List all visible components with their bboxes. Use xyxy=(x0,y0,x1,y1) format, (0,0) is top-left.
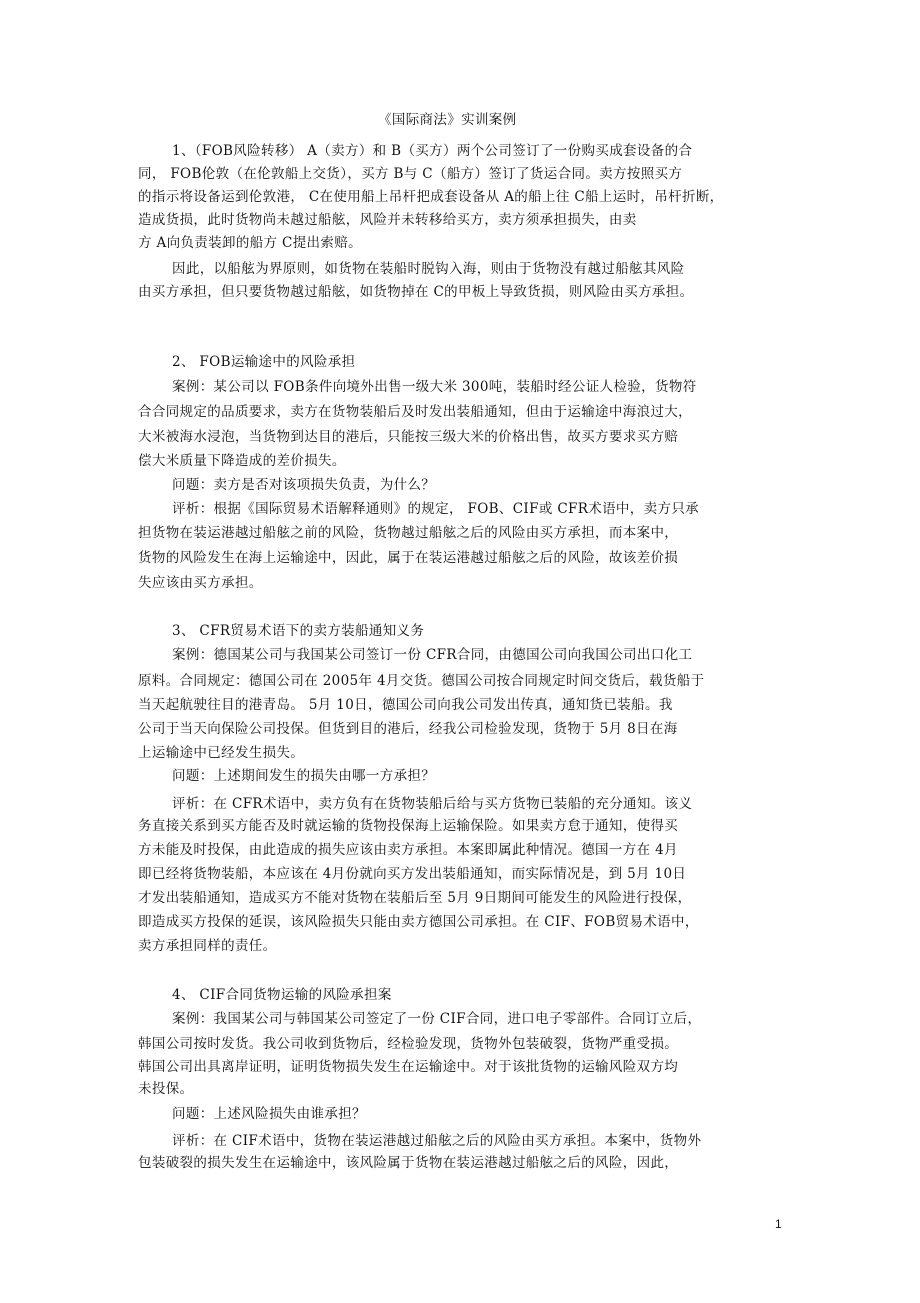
paragraph-line: 务直接关系到买方能否及时就运输的货物投保海上运输保险。如果卖方怠于通知，使得买 xyxy=(138,818,679,834)
paragraph-line: 韩国公司出具离岸证明，证明货物损失发生在运输途中。对于该批货物的运输风险双方均 xyxy=(138,1059,679,1075)
section-1-heading: 1、（FOB风险转移） A（卖方）和 B（买方）两个公司签订了一份购买成套设备的合 xyxy=(172,143,693,159)
paragraph-line: 才发出装船通知，造成买方不能对货物在装船后至 5月 9日期间可能发生的风险进行投保， xyxy=(138,890,692,906)
paragraph-line: 当天起航驶往目的港青岛。 5月 10日，德国公司向我公司发出传真，通知货已装船。我 xyxy=(138,697,673,713)
section-3-heading: 3、 CFR贸易术语下的卖方装船通知义务 xyxy=(172,623,425,639)
paragraph-line: 卖方承担同样的责任。 xyxy=(138,938,277,954)
paragraph-line: 即已经将货物装船，本应该在 4月份就向买方发出装船通知，而实际情况是，到 5月 10日 xyxy=(138,866,687,882)
paragraph-line: 包装破裂的损失发生在运输途中，该风险属于货物在装运港越过船舷之后的风险，因此， xyxy=(138,1155,679,1171)
paragraph-line: 因此，以船舷为界原则，如货物在装船时脱钩入海，则由于货物没有越过船舷其风险 xyxy=(172,261,685,277)
paragraph-line: 同， FOB伦敦（在伦敦船上交货），买方 B与 C（船方）签订了货运合同。卖方按照买方 xyxy=(138,166,683,182)
paragraph-line: 偿大米质量下降造成的差价损失。 xyxy=(138,453,346,469)
section-4-heading: 4、 CIF合同货物运输的风险承担案 xyxy=(172,987,392,1003)
paragraph-line: 案例：某公司以 FOB条件向境外出售一级大米 300吨，装船时经公证人检验，货物符 xyxy=(172,379,697,395)
document-title: 《国际商法》实训案例 xyxy=(378,112,517,128)
paragraph-line: 案例：我国某公司与韩国某公司签定了一份 CIF合同，进口电子零部件。合同订立后， xyxy=(172,1011,702,1027)
paragraph-line: 担货物在装运港越过船舷之前的风险，货物越过船舷之后的风险由买方承担，而本案中， xyxy=(138,525,679,541)
paragraph-line: 公司于当天向保险公司投保。但货到目的港后，经我公司检验发现，货物于 5月 8日在海 xyxy=(138,721,678,737)
paragraph-line: 合合同规定的品质要求，卖方在货物装船后及时发出装船通知，但由于运输途中海浪过大， xyxy=(138,404,692,420)
paragraph-line: 造成货损，此时货物尚未越过船舷，风险并未转移给买方，卖方须承担损失，由卖 xyxy=(138,212,637,228)
paragraph-line: 由买方承担，但只要货物越过船舷，如货物掉在 C的甲板上导致货损，则风险由买方承担。 xyxy=(138,284,694,300)
paragraph-line: 评析：在 CIF术语中，货物在装运港越过船舷之后的风险由买方承担。本案中，货物外 xyxy=(172,1133,702,1149)
paragraph-line: 韩国公司按时发货。我公司收到货物后，经检验发现，货物外包装破裂，货物严重受损。 xyxy=(138,1036,679,1052)
paragraph-line: 失应该由买方承担。 xyxy=(138,575,263,591)
paragraph-line: 原料。合同规定：德国公司在 2005年 4月交货。德国公司按合同规定时间交货后，载货船于 xyxy=(138,673,705,689)
paragraph-line: 问题：上述风险损失由谁承担？ xyxy=(172,1106,366,1122)
paragraph-line: 即造成买方投保的延误，该风险损失只能由卖方德国公司承担。在 CIF、FOB贸易术语中， xyxy=(138,914,699,930)
paragraph-line: 上运输途中已经发生损失。 xyxy=(138,745,305,761)
paragraph-line: 货物的风险发生在海上运输途中，因此，属于在装运港越过船舷之后的风险，故该差价损 xyxy=(138,550,679,566)
section-2-heading: 2、 FOB运输途中的风险承担 xyxy=(172,354,356,370)
paragraph-line: 案例：德国某公司与我国某公司签订一份 CFR合同，由德国公司向我国公司出口化工 xyxy=(172,647,693,663)
page-number: 1 xyxy=(775,1217,782,1231)
paragraph-line: 大米被海水浸泡，当货物到达目的港后，只能按三级大米的价格出售，故买方要求买方赔 xyxy=(138,429,679,445)
paragraph-line: 评析：根据《国际贸易术语解释通则》的规定， FOB、CIF或 CFR术语中，卖方只承 xyxy=(172,501,700,517)
paragraph-line: 方 A向负责装卸的船方 C提出索赔。 xyxy=(138,235,362,251)
paragraph-line: 评析：在 CFR术语中，卖方负有在货物装船后给与买方货物已装船的充分通知。该义 xyxy=(172,796,693,812)
paragraph-line: 的指示将设备运到伦敦港， C在使用船上吊杆把成套设备从 A的船上往 C船上运时，吊杆折断， xyxy=(138,189,724,205)
paragraph-line: 问题：卖方是否对该项损失负责，为什么？ xyxy=(172,477,436,493)
paragraph-line: 方未能及时投保，由此造成的损失应该由卖方承担。本案即属此种情况。德国一方在 4月 xyxy=(138,842,678,858)
paragraph-line: 未投保。 xyxy=(138,1081,194,1097)
paragraph-line: 问题：上述期间发生的损失由哪一方承担？ xyxy=(172,768,436,784)
